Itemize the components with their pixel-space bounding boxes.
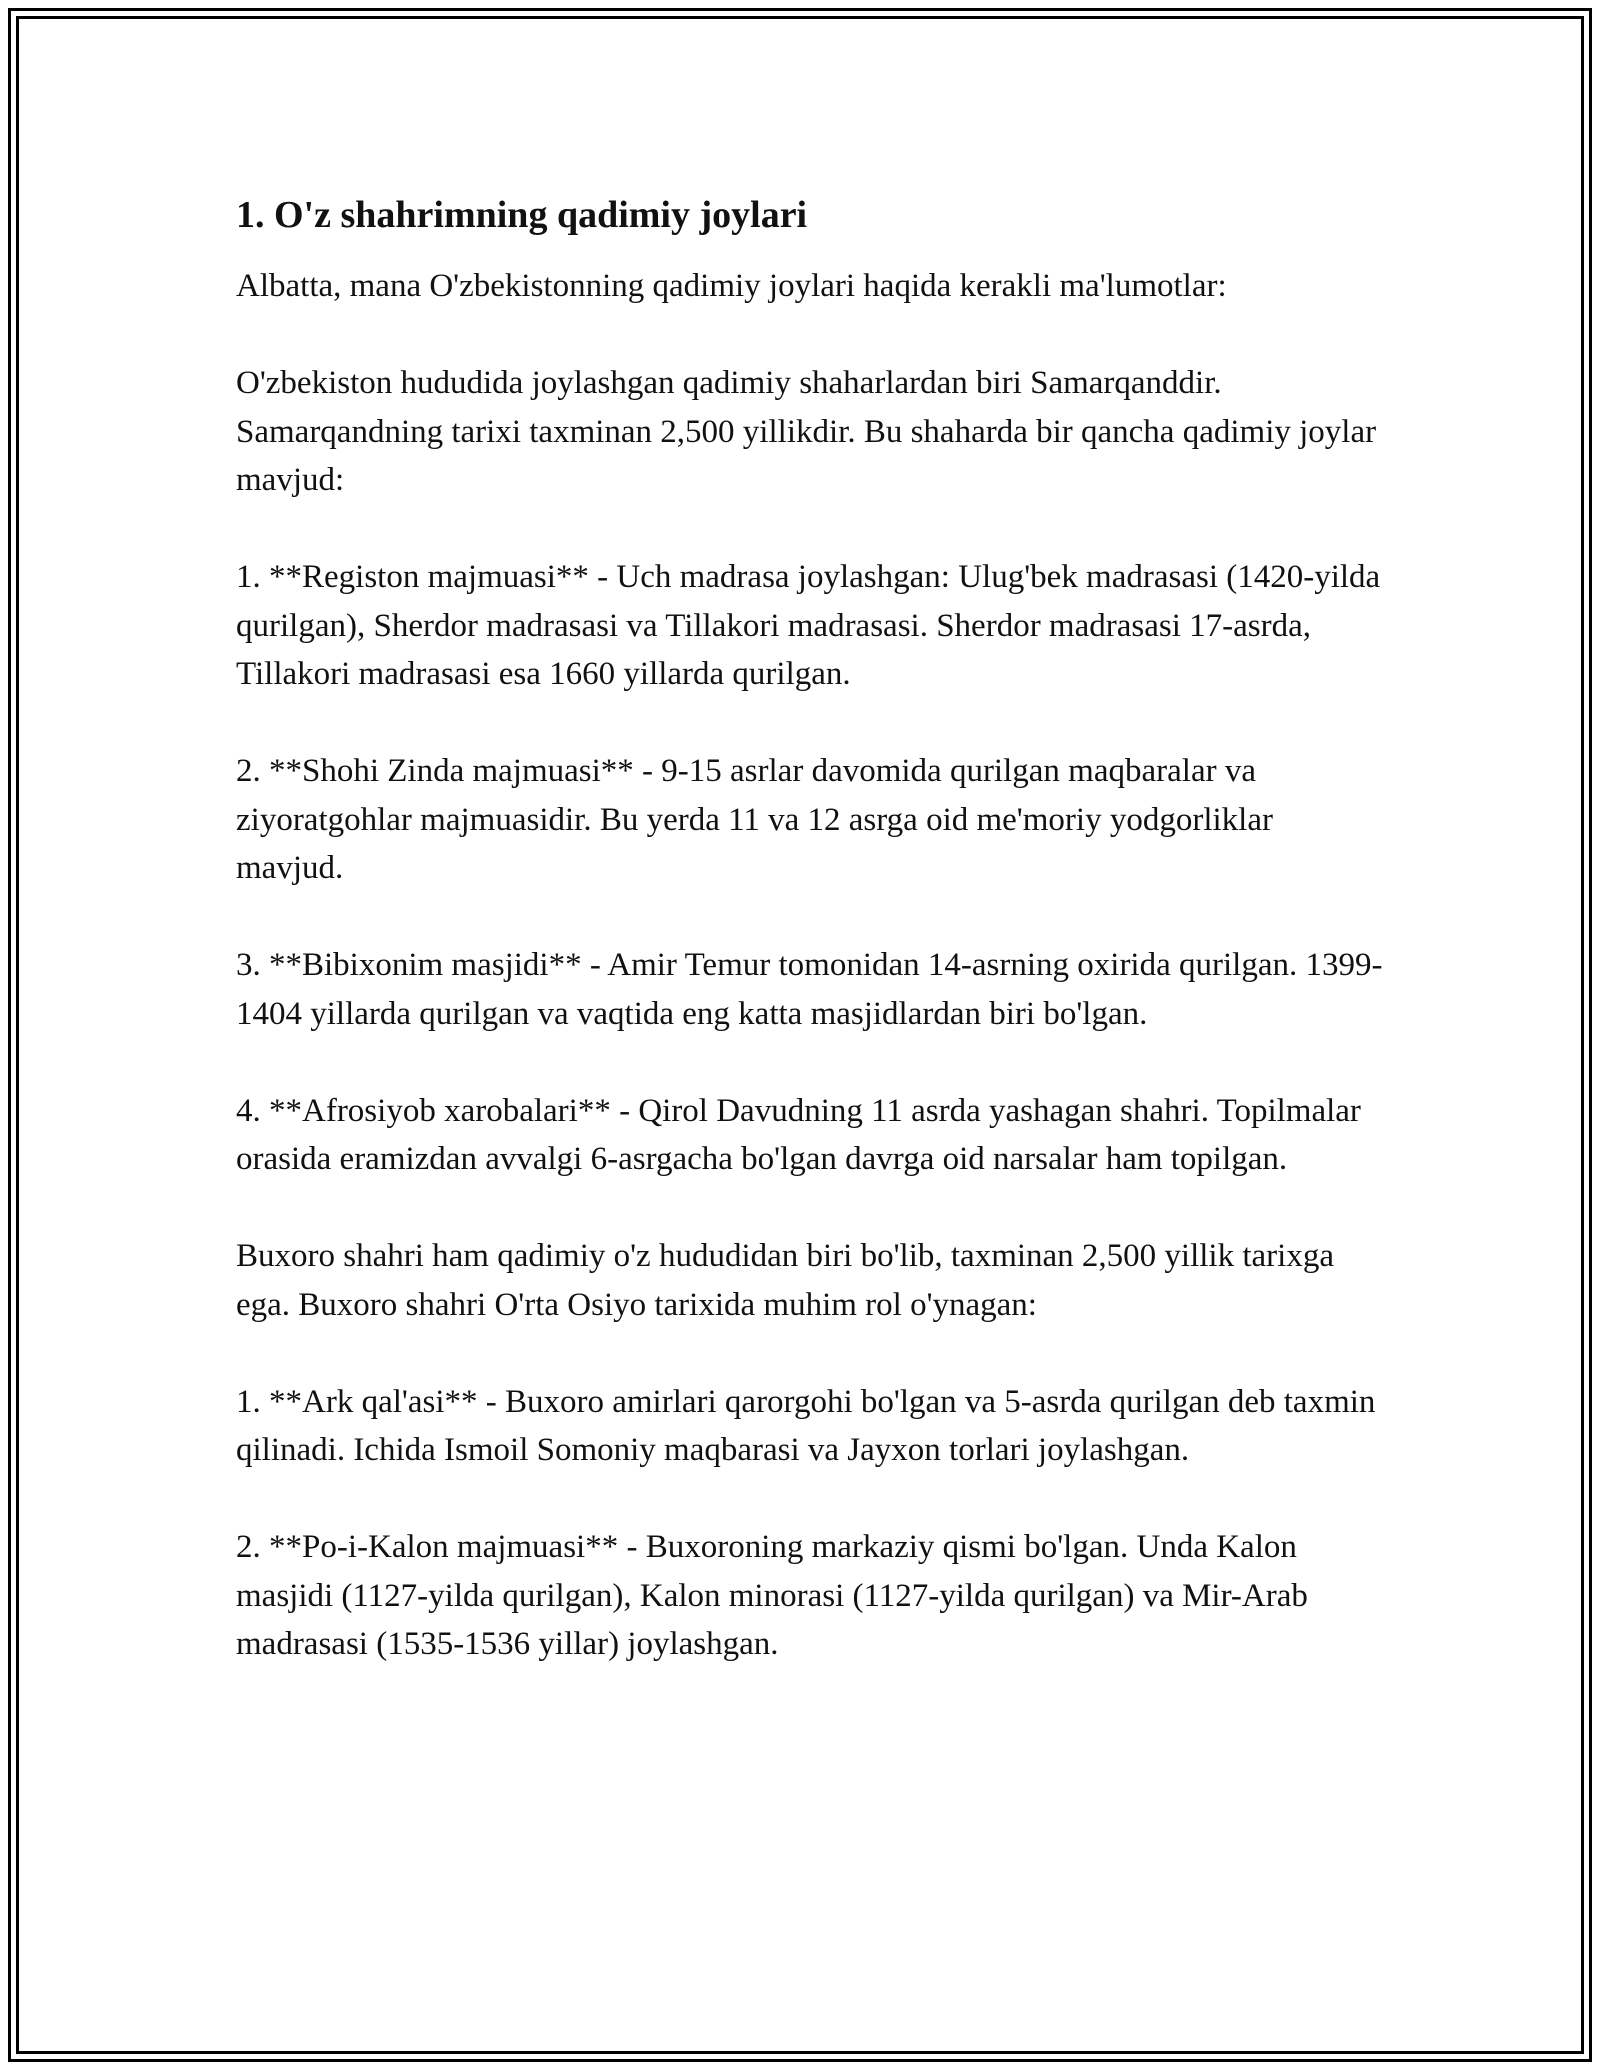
shohi-zinda-paragraph: 2. **Shohi Zinda majmuasi** - 9-15 asrlar davomida qurilgan maqbaralar va ziyoratgohlar majmuasidir. Bu yerda 11 va 12 asrga oid me'moriy yodgorliklar mavjud. [236,753,1273,886]
registon-paragraph: 1. **Registon majmuasi** - Uch madrasa joylashgan: Ulug'bek madrasasi (1420-yilda qurilgan), Sherdor madrasasi va Tillakori madrasasi. Sherdor madrasasi 17-asrda, Tillakori madrasasi esa 1660 yillarda qurilgan. [236,559,1381,692]
afrosiyob-paragraph: 4. **Afrosiyob xarobalari** - Qirol Davudning 11 asrda yashagan shahri. Topilmalar orasida eramizdan avvalgi 6-asrgacha bo'lgan davrga oid narsalar ham topilgan. [236,1092,1361,1177]
bukhara-paragraph: Buxoro shahri ham qadimiy o'z hududidan biri bo'lib, taxminan 2,500 yillik tarixga ega. Buxoro shahri O'rta Osiyo tarixida muhim rol o'ynagan: [236,1238,1334,1323]
samarkand-paragraph: O'zbekiston hududida joylashgan qadimiy shaharlardan biri Samarqanddir. Samarqandning tarixi taxminan 2,500 yillikdir. Bu shaharda bir qancha qadimiy joylar mavjud: [236,365,1377,498]
bibixonim-paragraph: 3. **Bibixonim masjidi** - Amir Temur tomonidan 14-asrning oxirida qurilgan. 1399-1404 yillarda qurilgan va vaqtida eng katta masjidlardan biri bo'lgan. [236,947,1383,1032]
poi-kalon-paragraph: 2. **Po-i-Kalon majmuasi** - Buxoroning markaziy qismi bo'lgan. Unda Kalon masjidi (1127-yilda qurilgan), Kalon minorasi (1127-yilda qurilgan) va Mir-Arab madrasasi (1535-1536 yillar) joylashgan. [236,1529,1308,1662]
document-title: 1. O'z shahrimning qadimiy joylari [236,194,808,236]
ark-paragraph: 1. **Ark qal'asi** - Buxoro amirlari qarorgohi bo'lgan va 5-asrda qurilgan deb taxmin qilinadi. Ichida Ismoil Somoniy maqbarasi va Jayxon torlari joylashgan. [236,1383,1376,1468]
intro-paragraph: Albatta, mana O'zbekistonning qadimiy joylari haqida kerakli ma'lumotlar: [236,268,1227,304]
document-body [236,190,1386,1717]
